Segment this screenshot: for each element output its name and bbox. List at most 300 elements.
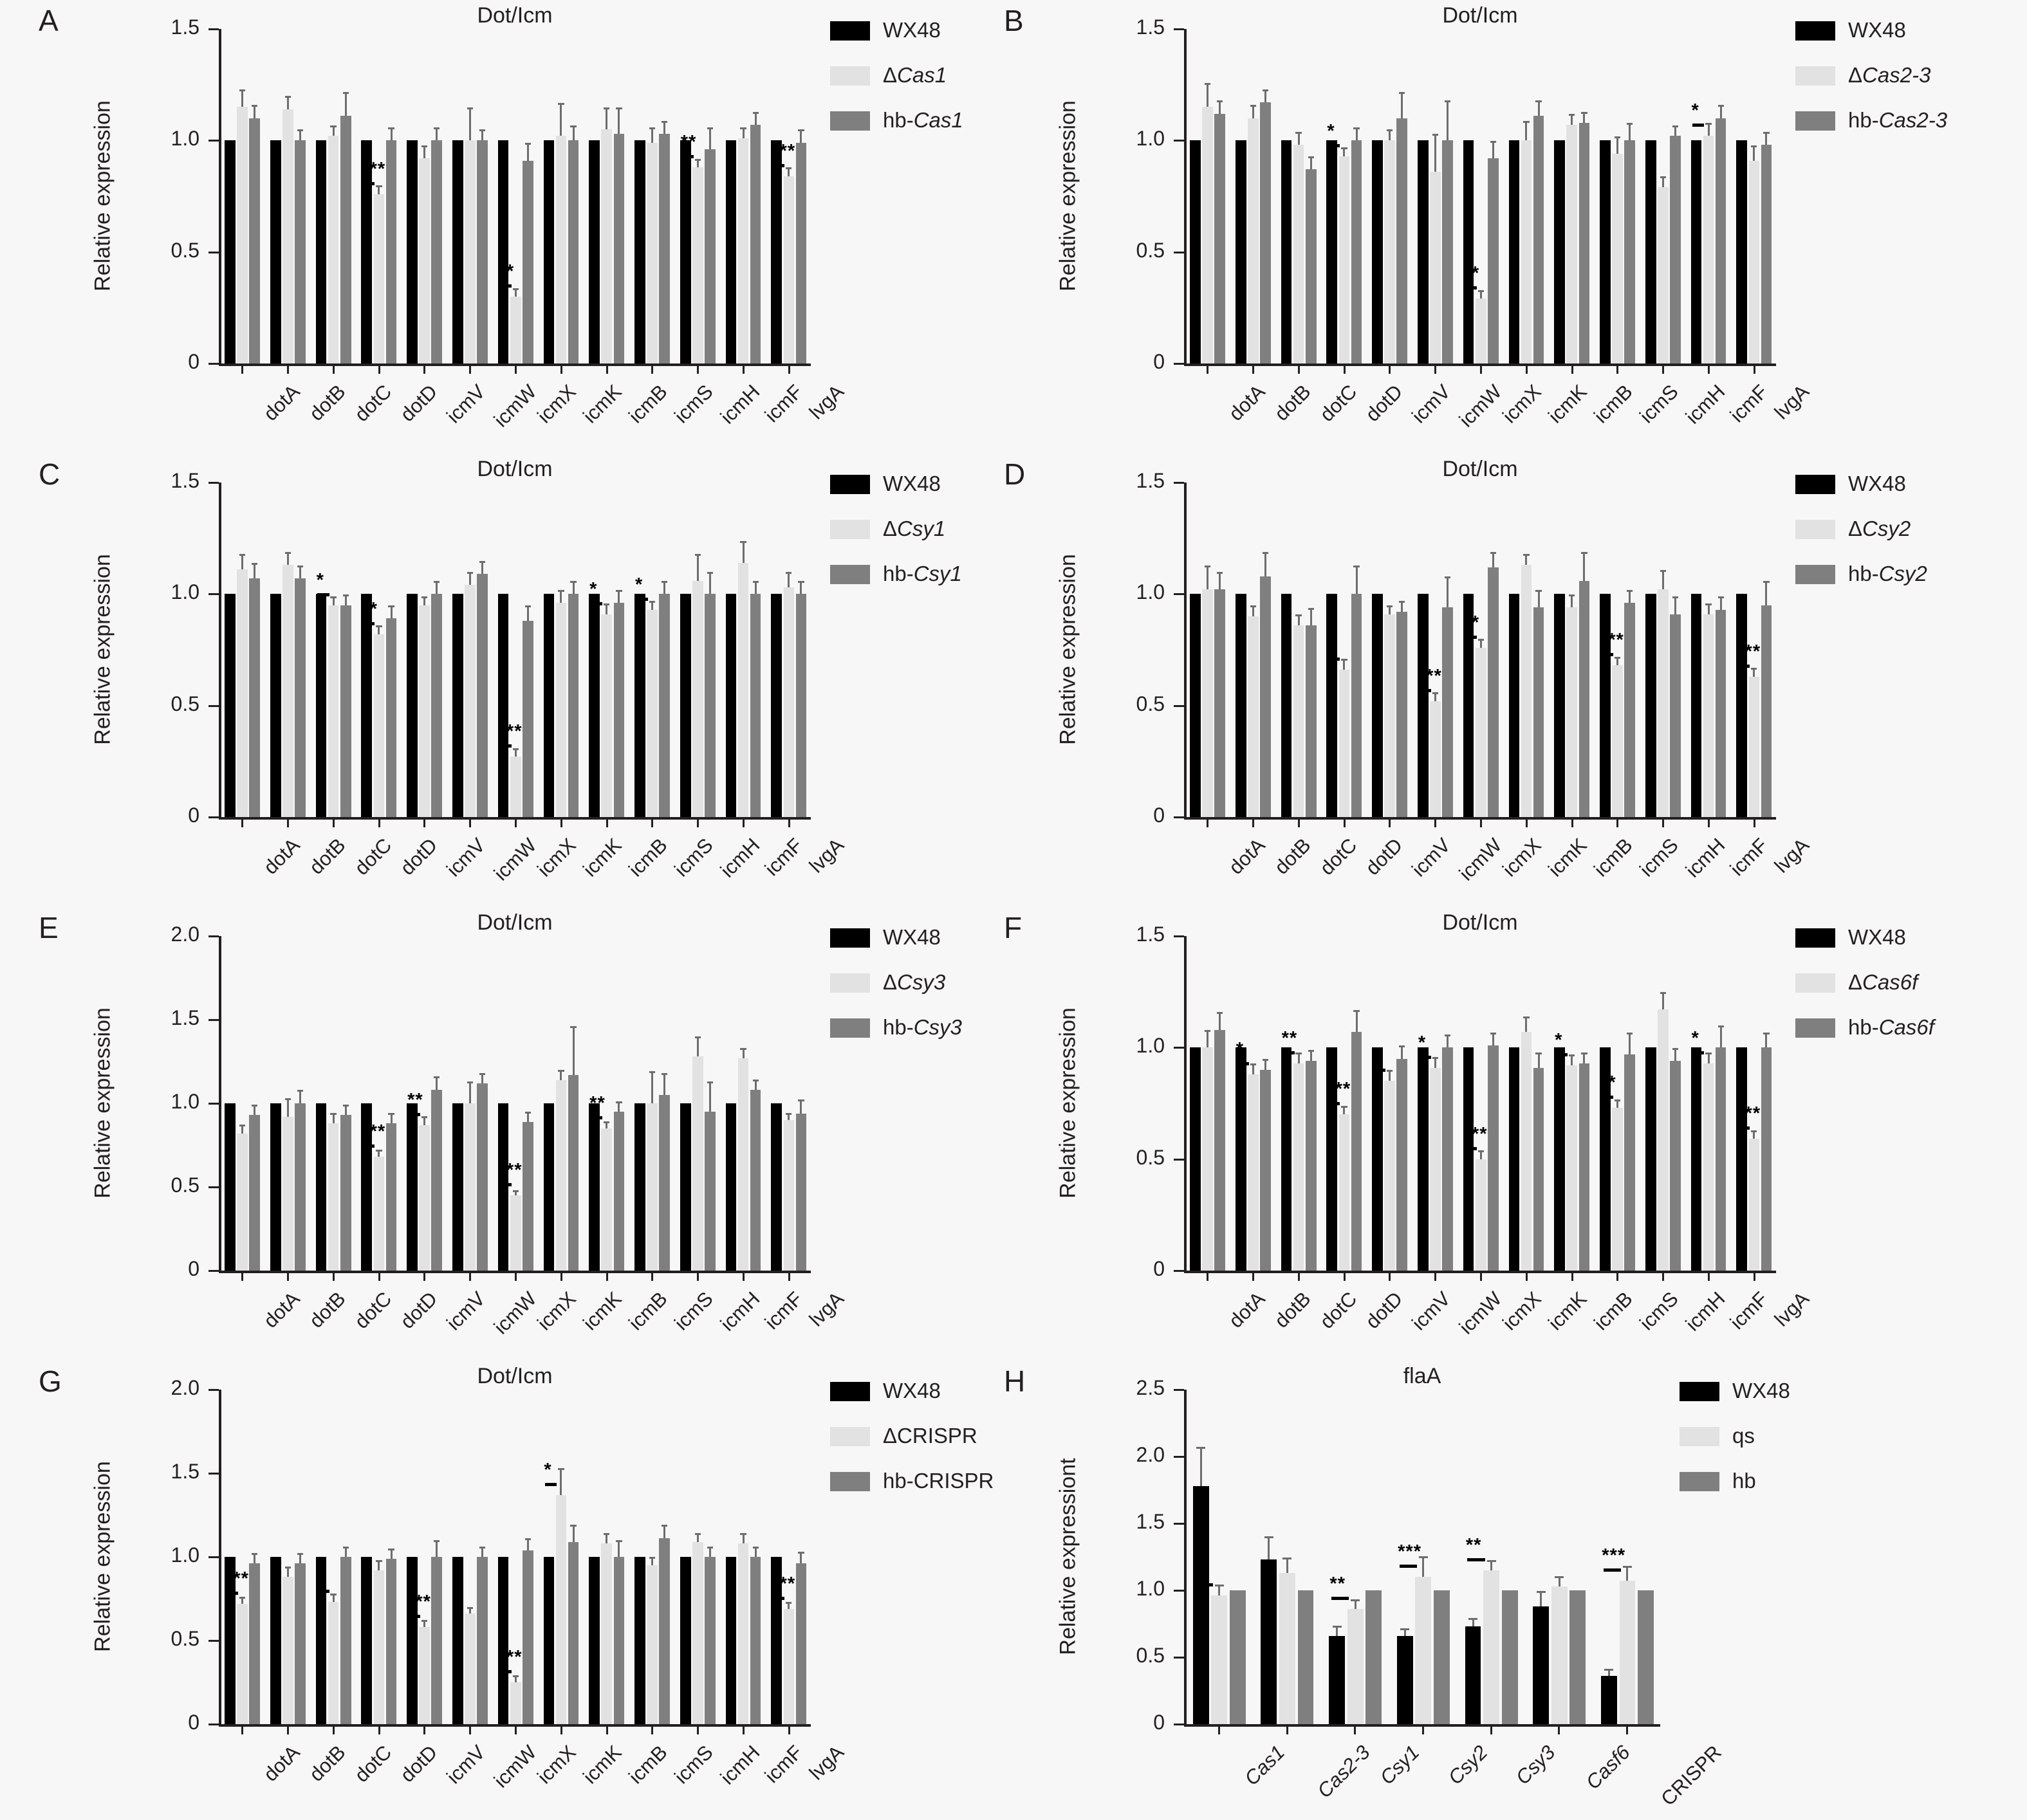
bar-group (310, 483, 356, 817)
error-bar-cap (1308, 608, 1314, 610)
error-bar-cap (1353, 1010, 1359, 1012)
bar-group (1388, 1390, 1456, 1724)
bar-group (719, 1390, 765, 1724)
x-tick-label: icmV (442, 380, 490, 428)
bar-hbcrispr (523, 1550, 533, 1724)
x-tick (1298, 1271, 1300, 1281)
error-bar-cap (1468, 1618, 1477, 1620)
error-bar (378, 187, 380, 194)
significance-label: *** (1418, 665, 1442, 686)
error-bar-cap (330, 1594, 336, 1595)
x-tick (469, 363, 471, 374)
x-tick (1218, 1724, 1220, 1734)
error-bar-cap (388, 127, 394, 129)
error-bar-cap (343, 1547, 349, 1549)
x-tick (1526, 1271, 1528, 1281)
bar-group (264, 936, 310, 1271)
bar-hbcsy1 (249, 578, 260, 817)
error-bar-cap (649, 1557, 655, 1559)
bar-hbcsy1 (796, 594, 807, 817)
error-bar-cap (479, 561, 485, 563)
bar-cas1 (738, 138, 749, 363)
x-tick (1708, 817, 1710, 827)
x-tick (333, 1271, 335, 1281)
bar-group (1458, 936, 1503, 1271)
x-tick (241, 363, 243, 374)
bar-group (1592, 1390, 1660, 1724)
significance-label: ** (1193, 1560, 1210, 1581)
error-bar (436, 1542, 438, 1557)
y-tick-label: 0 (188, 1711, 199, 1734)
significance-bar (773, 164, 784, 167)
error-bar-cap (662, 121, 667, 123)
bar-hbcsy3 (386, 1123, 397, 1271)
bar-group (674, 1390, 720, 1724)
x-tick-label: icmB (624, 834, 672, 881)
bar-hbcsy1 (750, 594, 761, 817)
bar-hbcas23 (1351, 140, 1362, 363)
bar-wx48 (407, 1557, 418, 1724)
error-bar-cap (343, 92, 349, 94)
x-tick-label: icmW (489, 834, 541, 885)
x-tick (241, 1271, 243, 1281)
y-tick (208, 935, 219, 937)
x-tick (1616, 1271, 1618, 1281)
x-tick (378, 817, 380, 827)
y-tick (208, 705, 219, 707)
legend-label: hb-Csy3 (883, 1015, 962, 1039)
y-tick (1174, 1159, 1184, 1161)
bar-wx48 (1418, 140, 1429, 363)
x-tick-label: dotB (304, 380, 350, 425)
bar-cas6f (1384, 1081, 1395, 1271)
bar-wx48 (1236, 594, 1246, 817)
y-tick-label: 0 (1153, 1711, 1165, 1734)
bar-csy1 (784, 587, 795, 817)
significance-bar (1602, 653, 1613, 656)
bar-hb (1211, 1595, 1227, 1724)
error-bar (1389, 131, 1391, 140)
bar-wx48 (726, 594, 737, 817)
legend-swatch (1795, 111, 1835, 131)
bar-csy2 (1293, 625, 1304, 817)
error-bar-cap (616, 107, 622, 109)
bar-qs (1533, 1606, 1549, 1724)
x-tick-label: icmX (533, 1287, 581, 1335)
significance-bar (1465, 1147, 1476, 1150)
error-bar-cap (1250, 605, 1256, 607)
error-bar-cap (1569, 114, 1575, 116)
bar-group (1503, 483, 1548, 817)
error-bar-cap (376, 1560, 382, 1562)
y-tick (208, 1270, 219, 1272)
error-bar-cap (1705, 123, 1711, 125)
bar-group (492, 29, 538, 363)
bar-cas6f (1658, 1009, 1669, 1271)
bar-qs (1261, 1559, 1277, 1724)
bar-qs (1329, 1636, 1345, 1724)
significance-bar (1237, 1062, 1248, 1065)
x-tick-label: icmK (1544, 380, 1591, 428)
error-bar-cap (740, 1533, 746, 1535)
significance-bar (1604, 1568, 1621, 1572)
error-bar-cap (1308, 1050, 1314, 1052)
error-bar (1616, 659, 1618, 665)
significance-label: * (316, 569, 324, 591)
bar-csy1 (556, 603, 567, 817)
x-tick (788, 817, 790, 827)
x-tick (515, 363, 517, 374)
x-tick-label: icmS (669, 380, 717, 428)
x-tick (743, 1271, 745, 1281)
error-bar-cap (285, 1567, 291, 1568)
error-bar-cap (1399, 1045, 1405, 1047)
error-bar-cap (1718, 596, 1724, 598)
bar-wx48 (407, 1103, 418, 1271)
x-tick-label: icmV (442, 1287, 490, 1335)
bar-group (1412, 936, 1458, 1271)
bar-group (1320, 29, 1366, 363)
x-tick (1708, 363, 1710, 374)
bar-group (447, 936, 492, 1271)
error-bar-cap (649, 1071, 655, 1073)
bar-wx48 (1281, 594, 1292, 817)
legend-swatch (1795, 928, 1835, 948)
bar-csy3 (738, 1058, 749, 1271)
error-bar (788, 574, 790, 587)
legend-label: WX48 (1732, 1379, 1790, 1402)
bar-wx48 (680, 594, 691, 817)
error-bar-cap (649, 127, 655, 129)
error-bar (663, 1527, 665, 1538)
significance-bar (317, 1590, 329, 1593)
y-tick-label: 1.5 (171, 469, 199, 492)
error-bar (1264, 554, 1266, 576)
error-bar-cap (1604, 1669, 1613, 1671)
error-bar-cap (525, 1538, 531, 1540)
bar-group (355, 1390, 401, 1724)
error-bar (1765, 1034, 1767, 1048)
bar-cas1 (647, 143, 658, 363)
bar-qs (1601, 1676, 1617, 1724)
legend-swatch (830, 1472, 870, 1491)
bar-cas1 (237, 107, 248, 363)
error-bar (1200, 1449, 1202, 1486)
legend-label: hb-Cas1 (883, 108, 963, 132)
error-bar (1219, 102, 1221, 113)
x-tick (1662, 1271, 1664, 1281)
error-bar-cap (1751, 145, 1757, 147)
panel-letter-f: F (1004, 911, 1023, 944)
bar-hbcas1 (750, 125, 761, 363)
panel-letter-d: D (1004, 457, 1026, 491)
bar-hbcas1 (523, 161, 533, 363)
error-bar-cap (388, 1113, 394, 1115)
error-bar-cap (1341, 1106, 1347, 1108)
error-bar (1583, 554, 1585, 581)
x-tick-label: icmF (1725, 380, 1773, 427)
error-bar (1252, 1065, 1254, 1074)
y-tick-label: 0 (1153, 1257, 1165, 1280)
x-tick (1298, 817, 1300, 827)
y-tick (1174, 1047, 1184, 1049)
bar-group (583, 1390, 629, 1724)
error-bar (345, 596, 347, 605)
bar-group (1503, 29, 1548, 363)
significance-label: *** (1600, 630, 1624, 651)
error-bar-cap (434, 127, 440, 129)
error-bar (1343, 149, 1345, 156)
bar-group (492, 1390, 538, 1724)
bar-group (719, 483, 765, 817)
x-tick (1480, 1271, 1482, 1281)
x-tick-label: icmF (760, 834, 808, 881)
bar-cas6f (1521, 1032, 1532, 1271)
significance-bar (1738, 1126, 1750, 1130)
error-bar (788, 1604, 790, 1609)
error-bar (573, 1028, 575, 1075)
legend-swatch (830, 928, 870, 948)
error-bar (299, 1092, 301, 1103)
error-bar-cap (1718, 1025, 1724, 1027)
error-bar (651, 1073, 653, 1103)
x-tick-label: Casf6 (1581, 1741, 1634, 1794)
error-bar-cap (1751, 668, 1757, 670)
x-tick-label: icmK (578, 1741, 626, 1788)
bar-group (629, 1390, 674, 1724)
x-tick-label: icmW (1454, 380, 1506, 432)
y-tick-label: 0.5 (171, 238, 199, 262)
bar-hbcas23 (1533, 116, 1544, 363)
legend-swatch (1795, 1018, 1835, 1038)
error-bar-cap (1581, 552, 1587, 554)
error-bar (573, 1527, 575, 1541)
bar-wx48 (1236, 140, 1246, 363)
error-bar (481, 1075, 483, 1083)
bar-group (447, 1390, 492, 1724)
bar-wx48 (589, 1103, 600, 1271)
x-tick-label: icmS (669, 834, 717, 881)
bar-crispr (237, 1604, 248, 1724)
x-tick (1207, 817, 1208, 827)
y-tick-label: 0.5 (1136, 1644, 1165, 1667)
legend-label: hb-CRISPR (883, 1469, 994, 1493)
error-bar (378, 627, 380, 634)
error-bar (241, 91, 243, 107)
bar-hbcsy3 (659, 1095, 670, 1271)
significance-label: * (1236, 1038, 1245, 1060)
bar-group (765, 29, 811, 363)
error-bar-cap (1264, 1536, 1273, 1538)
error-bar (1571, 1056, 1573, 1065)
bar-hbcas23 (1214, 114, 1225, 363)
error-bar-cap (285, 1098, 291, 1100)
error-bar (1540, 1593, 1542, 1606)
chart-title: Dot/Icm (477, 1364, 553, 1388)
y-tick (208, 1473, 219, 1475)
error-bar (391, 1550, 393, 1559)
error-bar (1336, 1628, 1338, 1635)
bar-wx48 (1600, 594, 1611, 817)
x-tick (651, 817, 653, 827)
error-bar (651, 1559, 653, 1565)
bar-hbcas6f (1488, 1045, 1499, 1271)
bar-cas23 (1293, 145, 1304, 363)
bar-csy2 (1202, 589, 1213, 817)
significance-bar (1374, 1069, 1385, 1072)
bar-hbcsy2 (1533, 607, 1544, 817)
bar-csy3 (692, 1056, 703, 1271)
bar-hbcas1 (796, 143, 807, 363)
error-bar-cap (1660, 992, 1666, 994)
error-bar (1765, 583, 1767, 605)
bar-group (310, 936, 356, 1271)
y-tick (208, 140, 219, 142)
error-bar-cap (252, 1105, 257, 1107)
bar-wx48 (498, 1557, 509, 1724)
error-bar (755, 114, 757, 125)
error-bar (1538, 102, 1540, 116)
bar-wx48 (270, 594, 281, 817)
bar-csy3 (784, 1120, 795, 1271)
error-bar (618, 1103, 620, 1112)
panel-letter-a: A (39, 4, 59, 37)
significance-label: * (544, 1459, 552, 1480)
significance-bar (1328, 144, 1340, 147)
error-bar (1662, 994, 1664, 1009)
x-tick (241, 817, 243, 827)
error-bar (1525, 1018, 1527, 1032)
error-bar (743, 1050, 745, 1058)
bar-wx48 (1691, 594, 1702, 817)
bar-csy1 (419, 605, 430, 817)
error-bar-cap (740, 127, 746, 129)
bar-wx48 (726, 140, 737, 363)
legend-swatch (830, 1382, 870, 1401)
bar-group (629, 483, 674, 817)
bar-group (674, 936, 720, 1271)
error-bar-cap (252, 563, 257, 565)
x-tick-label: dotA (1224, 1287, 1270, 1332)
legend-swatch (830, 111, 870, 131)
error-bar-cap (1569, 594, 1575, 596)
bar-hbcas1 (295, 140, 306, 363)
y-tick (208, 482, 219, 484)
bar-qs (1397, 1636, 1413, 1724)
legend-label: WX48 (1848, 18, 1906, 42)
x-tick-label: lvgA (804, 834, 849, 878)
bar-wx48 (407, 594, 418, 817)
bar-cas1 (282, 109, 293, 363)
bar-cas6f (1430, 1068, 1441, 1271)
error-bar-cap (1282, 1558, 1291, 1559)
error-bar-cap (1215, 1585, 1224, 1586)
x-tick-label: icmW (1454, 1287, 1506, 1339)
bar-group (401, 936, 447, 1271)
error-bar-cap (252, 105, 257, 107)
bar-csy2 (1430, 701, 1441, 817)
legend-swatch (830, 973, 870, 993)
bar-group (1548, 29, 1594, 363)
bar-hb (1279, 1573, 1295, 1724)
x-tick-label: icmK (1544, 1287, 1591, 1335)
error-bar-cap (740, 1048, 746, 1050)
error-bar-cap (1432, 692, 1438, 694)
error-bar (1583, 114, 1585, 123)
error-bar-cap (570, 581, 576, 583)
bar-hbcas6f (1351, 1032, 1362, 1271)
x-tick (1207, 363, 1208, 374)
error-bar (1753, 670, 1755, 676)
error-bar-cap (1615, 657, 1620, 659)
bar-wx48 (452, 140, 463, 363)
error-bar-cap (786, 1602, 791, 1604)
y-tick (208, 252, 219, 253)
error-bar-cap (798, 1099, 804, 1101)
error-bar-cap (695, 1533, 701, 1535)
error-bar-cap (467, 572, 473, 574)
y-axis-label: Relative expression (1055, 100, 1080, 291)
error-bar-cap (479, 1547, 485, 1549)
bar-csy1 (237, 569, 248, 817)
bar-csy1 (738, 563, 749, 817)
x-tick (1389, 1271, 1391, 1281)
x-tick-label: icmK (578, 380, 626, 428)
bar-wx48 (1298, 1590, 1314, 1724)
legend-swatch (830, 66, 870, 86)
error-bar (254, 565, 255, 578)
x-tick (1434, 817, 1436, 827)
bar-group (719, 936, 765, 1271)
significance-label: * (1418, 1032, 1427, 1053)
x-tick-label: icmF (760, 380, 808, 427)
error-bar-cap (1478, 290, 1484, 292)
bar-hbcas6f (1670, 1061, 1681, 1271)
significance-label: *** (1398, 1541, 1421, 1563)
y-axis-label: Relative expression (1055, 1007, 1080, 1199)
bar-hbcas23 (1761, 145, 1772, 363)
bar-group (264, 483, 310, 817)
bar-hbcsy2 (1306, 625, 1317, 817)
legend-label: ΔCas2-3 (1848, 63, 1931, 87)
y-axis-label: Relative expression (90, 1007, 115, 1199)
bar-wx48 (1365, 1590, 1382, 1724)
error-bar-cap (1763, 132, 1769, 134)
error-bar-cap (604, 603, 609, 605)
bar-group (1230, 29, 1275, 363)
error-bar (697, 556, 699, 580)
y-tick-label: 1.0 (171, 580, 199, 604)
legend-label: hb-Cas6f (1848, 1015, 1934, 1039)
error-bar-cap (1217, 1012, 1223, 1014)
y-tick-label: 1.0 (171, 1090, 199, 1113)
x-tick-label: icmW (489, 380, 541, 432)
bar-csy3 (647, 1103, 658, 1271)
bar-wx48 (634, 1103, 645, 1271)
x-tick (651, 363, 653, 374)
bar-hbcas23 (1260, 102, 1271, 363)
x-tick (1252, 817, 1254, 827)
error-bar-cap (1490, 552, 1496, 554)
error-bar-cap (1569, 1054, 1575, 1056)
bar-cas23 (1749, 161, 1760, 363)
error-bar-cap (1217, 100, 1223, 102)
error-bar (755, 1549, 757, 1557)
error-bar-cap (1387, 129, 1393, 131)
x-tick (1754, 1271, 1755, 1281)
error-bar-cap (1399, 92, 1405, 94)
error-bar (1252, 607, 1254, 616)
